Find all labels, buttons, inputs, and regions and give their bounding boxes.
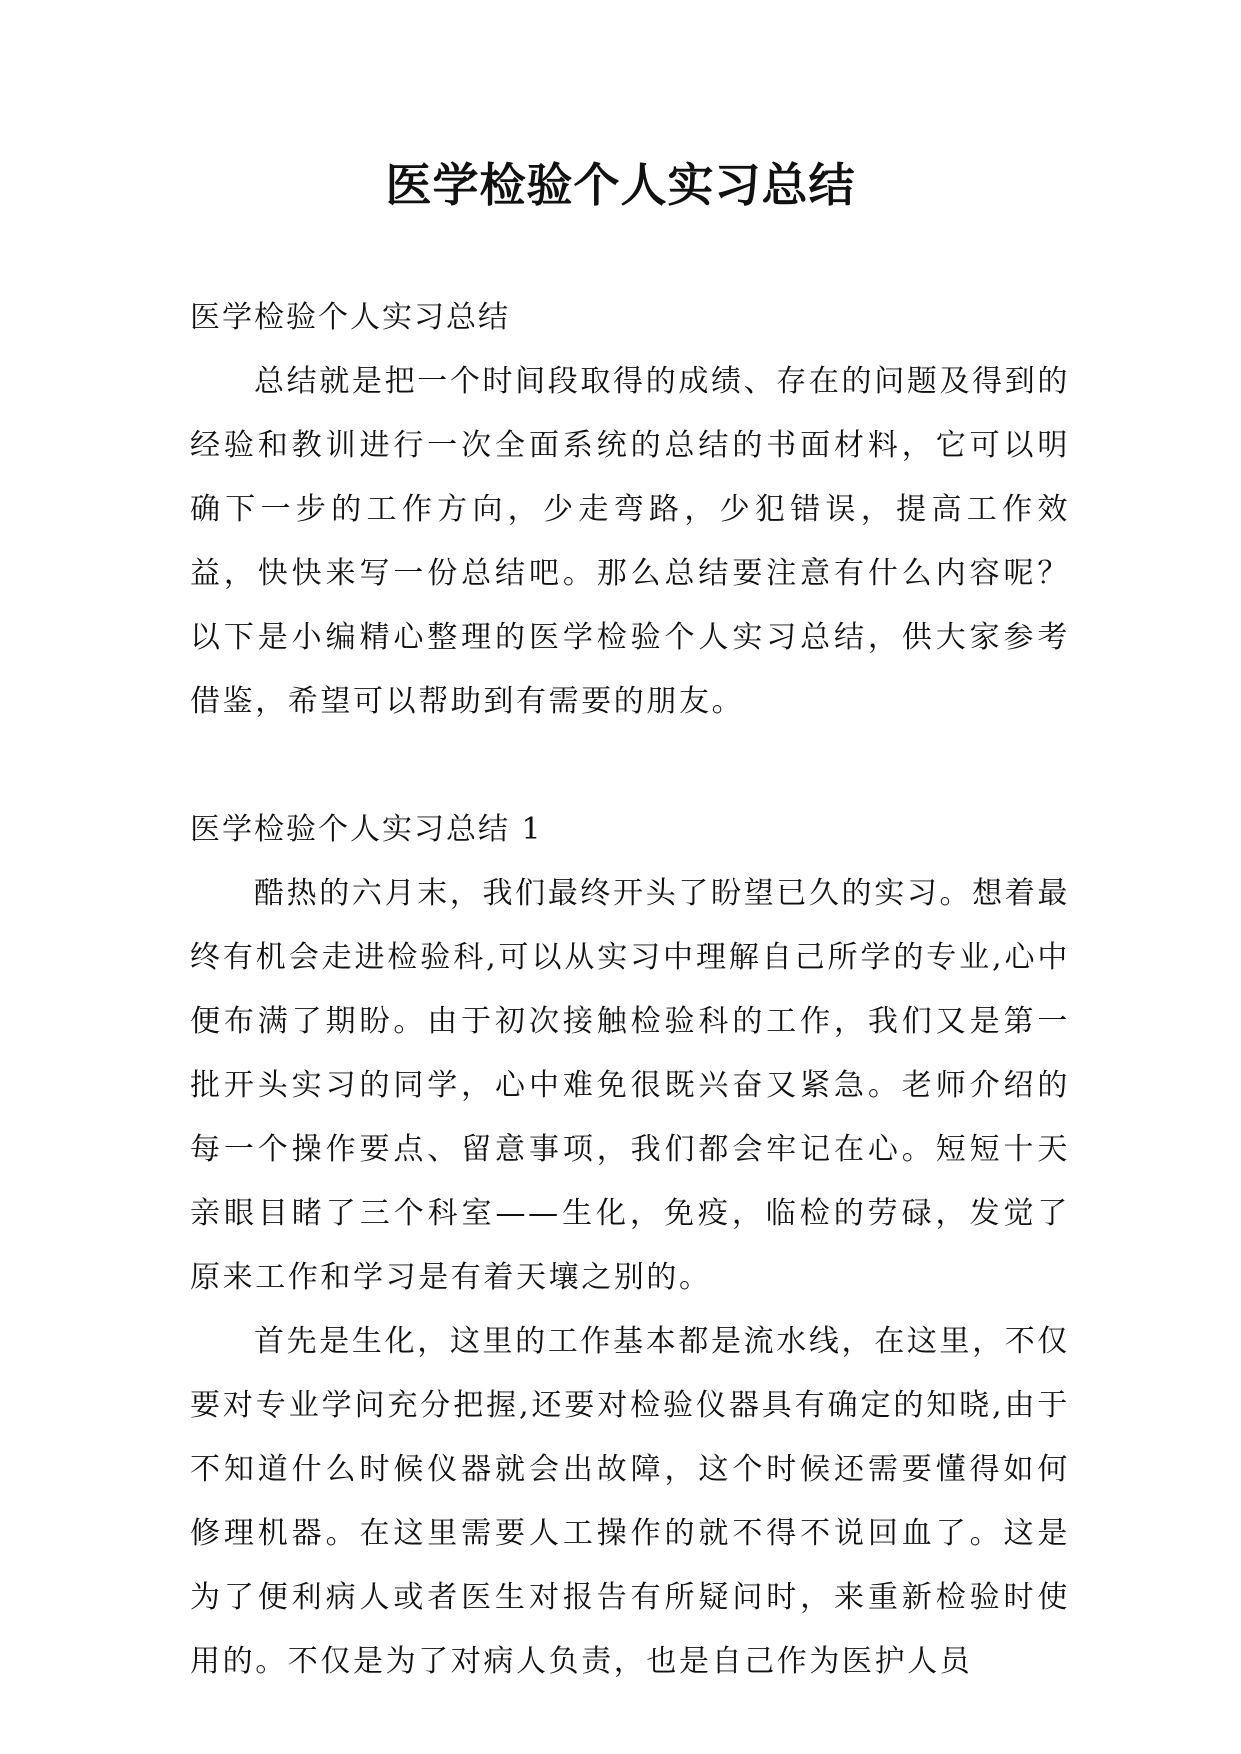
- intro-heading: 医学检验个人实习总结: [190, 300, 510, 335]
- section1-paragraph-2: 首先是生化，这里的工作基本都是流水线，在这里，不仅要对专业学问充分把握,还要对检验仪器具有确定的知晓,由于不知道什么时候仪器就会出故障，这个时候还需要懂得如何修理机器。在这里需要人工操作的就不得不说回血了。这是为了便利病人或者医生对报告有所疑问时，来重新检验时使用的。不仅是为了对病人负责，也是自己作为医护人员: [190, 1324, 1070, 1679]
- section1-paragraph-1: 酷热的六月末，我们最终开头了盼望已久的实习。想着最终有机会走进检验科,可以从实习中理解自己所学的专业,心中便布满了期盼。由于初次接触检验科的工作，我们又是第一批开头实习的同学，心中难免很既兴奋又紧急。老师介绍的每一个操作要点、留意事项，我们都会牢记在心。短短十天亲眼目睹了三个科室——生化，免疫，临检的劳碌，发觉了原来工作和学习是有着天壤之别的。: [190, 876, 1070, 1295]
- section1-heading: 医学检验个人实习总结 1: [190, 812, 543, 847]
- section-spacer: [190, 734, 1070, 798]
- document-title: 医学检验个人实习总结: [385, 158, 856, 212]
- document-body: [190, 286, 1070, 1694]
- intro-paragraph: 总结就是把一个时间段取得的成绩、存在的问题及得到的经验和教训进行一次全面系统的总结的书面材料，它可以明确下一步的工作方向，少走弯路，少犯错误，提高工作效益，快快来写一份总结吧。那么总结要注意有什么内容呢？以下是小编精心整理的医学检验个人实习总结，供大家参考借鉴，希望可以帮助到有需要的朋友。: [190, 364, 1070, 719]
